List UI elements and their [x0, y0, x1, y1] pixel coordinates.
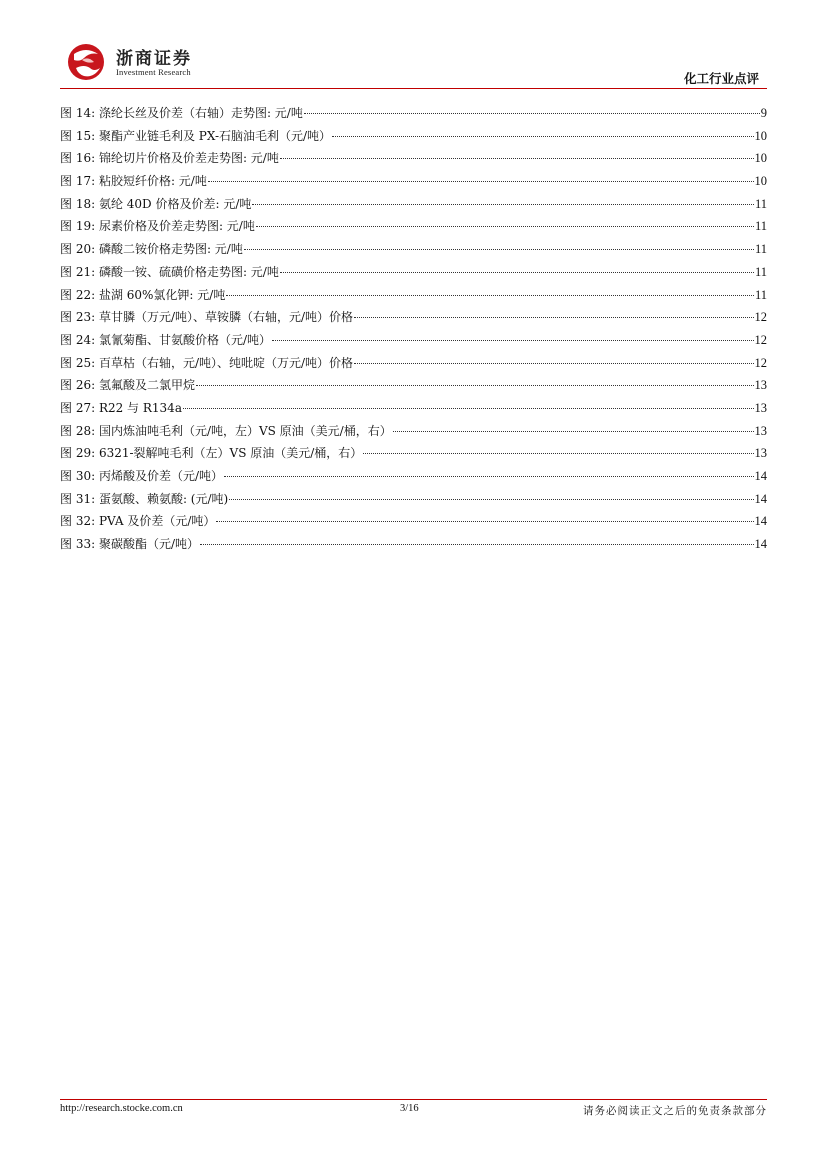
figure-table-of-contents [60, 102, 767, 556]
toc-entry-page: 10 [754, 151, 767, 166]
toc-entry-page: 9 [760, 106, 767, 120]
toc-entry-label: 图 23: 草甘膦（万元/吨）、草铵膦（右轴，元/吨）价格 [60, 310, 354, 325]
toc-dot-leader [196, 373, 754, 386]
toc-entry-page: 14 [754, 537, 767, 552]
toc-entry-page: 13 [754, 446, 767, 461]
toc-entry-page: 11 [754, 287, 767, 302]
page-header [0, 0, 827, 95]
toc-dot-leader [354, 351, 753, 364]
toc-entry-label: 图 20: 磷酸二铵价格走势图: 元/吨 [60, 242, 243, 257]
toc-entry-page: 13 [754, 423, 767, 438]
toc-entry[interactable] [60, 420, 767, 443]
toc-entry-page: 12 [754, 332, 767, 347]
toc-dot-leader [332, 124, 753, 137]
toc-entry[interactable] [60, 215, 767, 238]
toc-entry[interactable] [60, 238, 767, 261]
toc-entry[interactable] [60, 397, 767, 420]
toc-entry[interactable] [60, 352, 767, 375]
toc-entry-page: 10 [754, 128, 767, 143]
toc-dot-leader [354, 305, 753, 318]
toc-entry-label: 图 22: 盐湖 60%氯化钾: 元/吨 [60, 287, 226, 302]
toc-entry[interactable] [60, 465, 767, 488]
toc-entry-label: 图 27: R22 与 R134a [60, 400, 182, 415]
page-number: 3/16 [400, 1103, 419, 1114]
toc-entry-page: 11 [754, 219, 767, 234]
toc-dot-leader [208, 169, 754, 182]
toc-entry[interactable] [60, 147, 767, 170]
toc-dot-leader [244, 237, 754, 250]
toc-entry-label: 图 28: 国内炼油吨毛利（元/吨，左）VS 原油（美元/桶，右） [60, 423, 392, 438]
toc-entry-page: 12 [754, 355, 767, 370]
toc-entry-page: 14 [754, 514, 767, 529]
toc-entry[interactable] [60, 261, 767, 284]
toc-dot-leader [216, 509, 753, 522]
toc-dot-leader [252, 192, 754, 205]
zheshang-logo-icon [64, 42, 110, 82]
toc-entry[interactable] [60, 533, 767, 556]
toc-entry[interactable] [60, 193, 767, 216]
toc-dot-leader [229, 487, 753, 500]
toc-dot-leader [183, 396, 754, 409]
footer-divider [60, 1099, 767, 1100]
toc-entry-page: 11 [754, 264, 767, 279]
toc-entry[interactable] [60, 488, 767, 511]
footer-url-link[interactable]: http://research.stocke.com.cn [60, 1103, 183, 1114]
toc-dot-leader [272, 328, 754, 341]
toc-entry-label: 图 26: 氢氟酸及二氯甲烷 [60, 378, 195, 393]
toc-entry-label: 图 31: 蛋氨酸、赖氨酸: (元/吨) [60, 491, 229, 506]
toc-dot-leader [393, 419, 754, 432]
header-divider [60, 88, 767, 89]
toc-dot-leader [226, 283, 754, 296]
toc-entry-label: 图 21: 磷酸一铵、硫磺价格走势图: 元/吨 [60, 264, 279, 279]
toc-entry[interactable] [60, 125, 767, 148]
toc-entry-label: 图 25: 百草枯（右轴，元/吨）、纯吡啶（万元/吨）价格 [60, 355, 354, 370]
page-footer [60, 1103, 767, 1119]
toc-entry-page: 11 [754, 196, 767, 211]
toc-entry-label: 图 15: 聚酯产业链毛利及 PX-石脑油毛利（元/吨） [60, 128, 332, 143]
toc-entry-page: 14 [754, 469, 767, 483]
toc-entry[interactable] [60, 102, 767, 125]
brand-name-en: Investment Research [116, 67, 191, 77]
toc-entry-page: 12 [754, 310, 767, 325]
toc-entry[interactable] [60, 170, 767, 193]
toc-entry-label: 图 16: 锦纶切片价格及价差走势图: 元/吨 [60, 151, 279, 166]
toc-entry-page: 10 [754, 174, 767, 189]
brand-name-cn: 浙商证券 [116, 49, 192, 69]
toc-entry[interactable] [60, 374, 767, 397]
toc-entry[interactable] [60, 329, 767, 352]
toc-entry-page: 11 [754, 242, 767, 257]
toc-entry-page: 14 [754, 491, 767, 506]
report-type: 化工行业点评 [683, 71, 759, 86]
toc-entry-label: 图 18: 氨纶 40D 价格及价差: 元/吨 [60, 196, 252, 211]
toc-entry[interactable] [60, 510, 767, 533]
toc-dot-leader [224, 464, 754, 477]
toc-entry[interactable] [60, 306, 767, 329]
toc-entry-label: 图 19: 尿素价格及价差走势图: 元/吨 [60, 219, 255, 234]
toc-entry[interactable] [60, 284, 767, 307]
toc-dot-leader [280, 146, 754, 159]
toc-entry-label: 图 17: 粘胶短纤价格: 元/吨 [60, 174, 207, 189]
toc-entry-label: 图 14: 涤纶长丝及价差（右轴）走势图: 元/吨 [60, 106, 303, 120]
toc-dot-leader [256, 214, 754, 227]
toc-dot-leader [304, 101, 760, 114]
toc-entry-label: 图 30: 丙烯酸及价差（元/吨） [60, 469, 223, 483]
toc-dot-leader [363, 441, 753, 454]
toc-entry[interactable] [60, 442, 767, 465]
toc-entry-page: 13 [754, 400, 767, 415]
toc-entry-page: 13 [754, 378, 767, 393]
toc-dot-leader [280, 260, 754, 273]
disclaimer-note: 请务必阅读正文之后的免责条款部分 [583, 1105, 767, 1117]
toc-entry-label: 图 32: PVA 及价差（元/吨） [60, 514, 216, 529]
toc-dot-leader [200, 532, 754, 545]
toc-entry-label: 图 24: 氯氰菊酯、甘氨酸价格（元/吨） [60, 332, 271, 347]
toc-entry-label: 图 33: 聚碳酸酯（元/吨） [60, 537, 199, 552]
toc-entry-label: 图 29: 6321-裂解吨毛利（左）VS 原油（美元/桶，右） [60, 446, 363, 461]
